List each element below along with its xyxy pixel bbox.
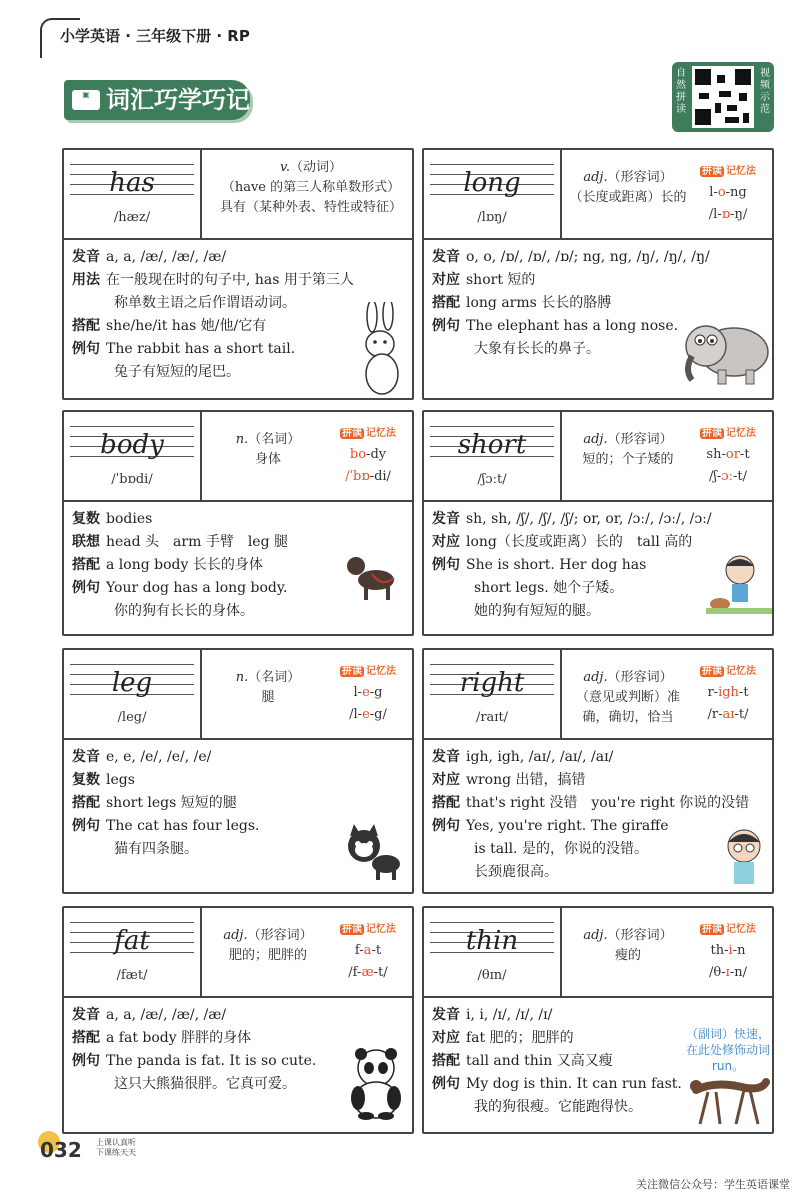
definition-line-1: （have 的第三人称单数形式） xyxy=(221,180,401,195)
part-of-speech: adj. xyxy=(583,432,608,447)
memory-tag-label: 记忆法 xyxy=(726,166,756,177)
usage-label: 例句 xyxy=(72,341,100,357)
memory-method xyxy=(688,660,768,726)
usage-label: 联想 xyxy=(72,534,100,550)
usage-text: 我的狗很瘦。它能跑得快。 xyxy=(474,1099,642,1115)
qr-code-icon[interactable] xyxy=(692,66,754,128)
usage-text: 大象有长长的鼻子。 xyxy=(474,341,600,357)
definition xyxy=(208,158,414,218)
usage-text: long（长度或距离）长的 tall 高的 xyxy=(466,534,693,550)
usage-row xyxy=(432,815,764,838)
memory-method xyxy=(688,160,768,226)
qr-left-label: 自然拼读 xyxy=(676,68,686,115)
usage-text: a, a, /æ/, /æ/, /æ/ xyxy=(106,1007,227,1023)
usage-text: head 头 arm 手臂 leg 腿 xyxy=(106,534,288,550)
part-of-speech-cn: （形容词） xyxy=(247,928,313,943)
usage-label: 搭配 xyxy=(72,1030,100,1046)
memory-tag-label: 记忆法 xyxy=(726,666,756,677)
usage-row xyxy=(72,769,404,792)
usage-row xyxy=(432,1004,764,1027)
definition-line-1: （长度或距离）长的 xyxy=(569,190,687,205)
card-header xyxy=(424,412,772,502)
phonetic: /ʃɔːt/ xyxy=(477,472,507,487)
definition xyxy=(568,926,688,966)
phoneme-split: /ˈbɒ-di/ xyxy=(345,469,391,484)
section-badge xyxy=(64,80,250,120)
usage-row xyxy=(432,246,764,269)
memory-tag xyxy=(700,665,756,679)
memory-tag-label: 记忆法 xyxy=(366,666,396,677)
memory-tag-pill: 拼读 xyxy=(702,924,722,935)
usage-text: sh, sh, /ʃ/, /ʃ/, /ʃ/; or, or, /ɔː/, /ɔː/, /ɔː/ xyxy=(466,511,712,527)
letter-split: f-a-t xyxy=(354,943,382,958)
usage-row xyxy=(72,1004,404,1027)
memory-tag-pill: 拼读 xyxy=(342,666,362,677)
memory-tag xyxy=(340,427,396,441)
phoneme-split: /l-e-g/ xyxy=(349,707,387,722)
memory-tag xyxy=(700,427,756,441)
phonetic: /θɪn/ xyxy=(477,968,507,983)
memory-tag xyxy=(340,665,396,679)
page-header xyxy=(40,18,770,58)
usage-text: 兔子有短短的尾巴。 xyxy=(114,364,240,380)
memory-tag-pill: 拼读 xyxy=(702,166,722,177)
phoneme-split: /r-aɪ-t/ xyxy=(707,707,749,722)
girl-with-dog-icon xyxy=(706,552,772,616)
memory-method xyxy=(328,660,408,726)
definition xyxy=(208,926,328,966)
memory-tag-label: 记忆法 xyxy=(366,428,396,439)
part-of-speech-cn: （形容词） xyxy=(607,670,673,685)
adverb-annotation: （副词）快速，在此处修饰动词run。 xyxy=(686,1027,771,1073)
usage-label: 发音 xyxy=(432,749,460,765)
usage-row xyxy=(72,508,404,531)
part-of-speech: adj. xyxy=(583,670,608,685)
word-box xyxy=(424,908,562,996)
usage-text: 长颈鹿很高。 xyxy=(474,864,558,880)
phoneme-split: /f-æ-t/ xyxy=(348,965,388,980)
definition-line-2: 具有（某种外表、特性或特征） xyxy=(219,200,402,215)
vocab-word: short xyxy=(457,430,527,460)
usage-row xyxy=(72,792,404,815)
usage-label: 用法 xyxy=(72,272,100,288)
usage-label: 对应 xyxy=(432,534,460,550)
book-title: 小学英语 · 三年级下册 · RP xyxy=(60,27,250,45)
usage-row xyxy=(432,769,764,792)
letter-split: sh-or-t xyxy=(706,447,750,462)
memory-method xyxy=(328,918,408,984)
definition-line-1: 短的；个子矮的 xyxy=(582,452,674,467)
usage-row xyxy=(432,746,764,769)
definition-line-1: 瘦的 xyxy=(614,948,641,963)
part-of-speech-cn: （形容词） xyxy=(607,928,673,943)
boy-icon xyxy=(720,826,768,886)
usage-row xyxy=(432,838,764,861)
phoneme-split: /ʃ-ɔː-t/ xyxy=(708,469,747,484)
memory-method xyxy=(328,422,408,488)
usage-label: 对应 xyxy=(432,1030,460,1046)
definition xyxy=(568,430,688,470)
usage-row xyxy=(432,861,764,884)
part-of-speech-cn: （形容词） xyxy=(607,432,673,447)
usage-row xyxy=(432,292,764,315)
dachshund-icon xyxy=(342,548,402,606)
usage-text: fat 肥的；肥胖的 xyxy=(466,1030,574,1046)
vocab-word: long xyxy=(463,168,521,198)
usage-text: short legs 短短的腿 xyxy=(106,795,237,811)
letter-split: r-igh-t xyxy=(707,685,749,700)
greyhound-icon xyxy=(686,1068,770,1128)
usage-label: 搭配 xyxy=(432,1053,460,1069)
memory-tag-pill: 拼读 xyxy=(702,666,722,677)
vocab-word: right xyxy=(459,668,525,698)
phonetic: /fæt/ xyxy=(116,968,148,983)
part-of-speech-cn: （名词） xyxy=(248,432,301,447)
memory-tag xyxy=(340,923,396,937)
usage-text: e, e, /e/, /e/, /e/ xyxy=(106,749,212,765)
card-header xyxy=(424,908,772,998)
phonetic: /leg/ xyxy=(117,710,147,725)
usage-text: bodies xyxy=(106,511,153,527)
usage-text: She is short. Her dog has xyxy=(466,557,647,573)
definition xyxy=(208,668,328,708)
word-box xyxy=(64,908,202,996)
usage-text: she/he/it has 她/他/它有 xyxy=(106,318,267,334)
memory-tag-label: 记忆法 xyxy=(726,428,756,439)
usage-text: 她的狗有短短的腿。 xyxy=(474,603,600,619)
phoneme-split: /θ-ɪ-n/ xyxy=(709,965,747,980)
page-number: 032 xyxy=(40,1138,82,1162)
part-of-speech: adj. xyxy=(583,928,608,943)
usage-text: The rabbit has a short tail. xyxy=(106,341,296,357)
usage-label: 例句 xyxy=(72,818,100,834)
part-of-speech: n. xyxy=(235,432,249,447)
usage-text: wrong 出错，搞错 xyxy=(466,772,586,788)
usage-text: short 短的 xyxy=(466,272,536,288)
vocab-word: thin xyxy=(465,926,519,956)
footer-note: 关注微信公众号：学生英语课堂 xyxy=(636,1178,790,1191)
word-box xyxy=(64,650,202,738)
usage-label: 发音 xyxy=(432,1007,460,1023)
rabbit-icon xyxy=(352,302,410,398)
definition xyxy=(568,168,688,208)
memory-tag-label: 记忆法 xyxy=(366,924,396,935)
usage-label: 例句 xyxy=(432,818,460,834)
usage-label: 发音 xyxy=(72,249,100,265)
letter-split: l-e-g xyxy=(353,685,383,700)
usage-label: 发音 xyxy=(432,249,460,265)
part-of-speech: adj. xyxy=(583,170,608,185)
definition-line-1: 身体 xyxy=(254,452,281,467)
memory-tag-pill: 拼读 xyxy=(702,428,722,439)
usage-text: My dog is thin. It can run fast. xyxy=(466,1076,682,1092)
memory-tag-pill: 拼读 xyxy=(342,924,362,935)
phonetic: /ˈbɒdi/ xyxy=(111,472,153,487)
word-box xyxy=(64,412,202,500)
usage-text: 你的狗有长长的身体。 xyxy=(114,603,254,619)
elephant-icon xyxy=(678,318,774,386)
usage-row xyxy=(432,508,764,531)
phonetic: /raɪt/ xyxy=(475,710,509,725)
usage-label: 搭配 xyxy=(72,557,100,573)
usage-label: 对应 xyxy=(432,772,460,788)
word-box xyxy=(424,412,562,500)
part-of-speech-cn: （动词） xyxy=(289,160,342,175)
section-title: 词汇巧学巧记 xyxy=(106,86,250,114)
usage-text: The elephant has a long nose. xyxy=(466,318,679,334)
usage-text: tall and thin 又高又瘦 xyxy=(466,1053,613,1069)
vocab-word: body xyxy=(100,430,164,460)
usage-text: 猫有四条腿。 xyxy=(114,841,198,857)
usage-list xyxy=(432,746,764,884)
usage-text: a, a, /æ/, /æ/, /æ/ xyxy=(106,249,227,265)
usage-text: that's right 没错 you're right 你说的没错 xyxy=(466,795,750,811)
usage-row xyxy=(72,746,404,769)
part-of-speech: n. xyxy=(235,670,249,685)
usage-label: 搭配 xyxy=(72,795,100,811)
memory-method xyxy=(688,918,768,984)
usage-label: 发音 xyxy=(432,511,460,527)
letter-split: bo-dy xyxy=(349,447,387,462)
card-header xyxy=(64,650,412,740)
footer-slogan: 上课认真听 下课练天天 xyxy=(96,1138,136,1157)
part-of-speech: v. xyxy=(280,160,290,175)
usage-label: 例句 xyxy=(432,1076,460,1092)
definition-line-1: 腿 xyxy=(261,690,275,705)
usage-label: 例句 xyxy=(72,580,100,596)
usage-text: long arms 长长的胳膊 xyxy=(466,295,612,311)
usage-text: legs xyxy=(106,772,135,788)
memory-tag-label: 记忆法 xyxy=(726,924,756,935)
usage-text: Yes, you're right. The giraffe xyxy=(466,818,669,834)
usage-text: igh, igh, /aɪ/, /aɪ/, /aɪ/ xyxy=(466,749,614,765)
usage-row xyxy=(72,269,404,292)
usage-label: 复数 xyxy=(72,511,100,527)
usage-text: o, o, /ɒ/, /ɒ/, /ɒ/; ng, ng, /ŋ/, /ŋ/, /ŋ/ xyxy=(466,249,710,265)
usage-label: 发音 xyxy=(72,749,100,765)
usage-text: a fat body 胖胖的身体 xyxy=(106,1030,252,1046)
usage-text: The panda is fat. It is so cute. xyxy=(106,1053,317,1069)
vocab-word: fat xyxy=(114,926,150,956)
usage-row xyxy=(72,246,404,269)
usage-row xyxy=(432,792,764,815)
word-box xyxy=(64,150,202,238)
badge-icon: ▣ xyxy=(72,90,100,110)
usage-text: 在一般现在时的句子中, has 用于第三人 xyxy=(106,272,354,288)
usage-row xyxy=(432,269,764,292)
cat-icon xyxy=(342,822,404,882)
part-of-speech-cn: （名词） xyxy=(248,670,301,685)
usage-text: 称单数主语之后作谓语动词。 xyxy=(114,295,296,311)
vocab-word: has xyxy=(109,168,155,198)
card-header xyxy=(424,650,772,740)
memory-tag xyxy=(700,923,756,937)
card-header xyxy=(64,908,412,998)
part-of-speech-cn: （形容词） xyxy=(607,170,673,185)
usage-text: Your dog has a long body. xyxy=(106,580,288,596)
panda-icon xyxy=(348,1046,404,1120)
card-header xyxy=(64,412,412,502)
usage-text: 这只大熊猫很胖。它真可爱。 xyxy=(114,1076,296,1092)
qr-panel[interactable] xyxy=(672,62,774,132)
memory-tag-pill: 拼读 xyxy=(342,428,362,439)
usage-text: a long body 长长的身体 xyxy=(106,557,263,573)
qr-right-label: 视频示范 xyxy=(760,68,770,115)
definition xyxy=(208,430,328,470)
usage-label: 例句 xyxy=(432,318,460,334)
phoneme-split: /l-ɒ-ŋ/ xyxy=(708,207,748,222)
usage-label: 搭配 xyxy=(72,318,100,334)
part-of-speech: adj. xyxy=(223,928,248,943)
usage-label: 复数 xyxy=(72,772,100,788)
usage-row xyxy=(432,531,764,554)
usage-label: 搭配 xyxy=(432,295,460,311)
memory-method xyxy=(688,422,768,488)
letter-split: l-o-ng xyxy=(709,185,747,200)
usage-text: short legs. 她个子矮。 xyxy=(474,580,624,596)
usage-label: 对应 xyxy=(432,272,460,288)
usage-label: 搭配 xyxy=(432,795,460,811)
usage-label: 例句 xyxy=(432,557,460,573)
definition xyxy=(568,668,688,728)
usage-label: 例句 xyxy=(72,1053,100,1069)
card-header xyxy=(64,150,412,240)
definition-line-1: （意见或判断）准 xyxy=(575,690,680,705)
usage-text: i, i, /ɪ/, /ɪ/, /ɪ/ xyxy=(466,1007,553,1023)
letter-split: th-i-n xyxy=(710,943,746,958)
phonetic: /lɒŋ/ xyxy=(477,210,507,225)
card-header xyxy=(424,150,772,240)
vocab-word: leg xyxy=(111,668,153,698)
usage-text: is tall. 是的，你说的没错。 xyxy=(474,841,648,857)
definition-line-2: 确，确切，恰当 xyxy=(582,710,674,725)
usage-text: The cat has four legs. xyxy=(106,818,260,834)
word-box xyxy=(424,650,562,738)
word-box xyxy=(424,150,562,238)
memory-tag xyxy=(700,165,756,179)
usage-label: 发音 xyxy=(72,1007,100,1023)
phonetic: /hæz/ xyxy=(113,210,151,225)
definition-line-1: 肥的；肥胖的 xyxy=(228,948,307,963)
